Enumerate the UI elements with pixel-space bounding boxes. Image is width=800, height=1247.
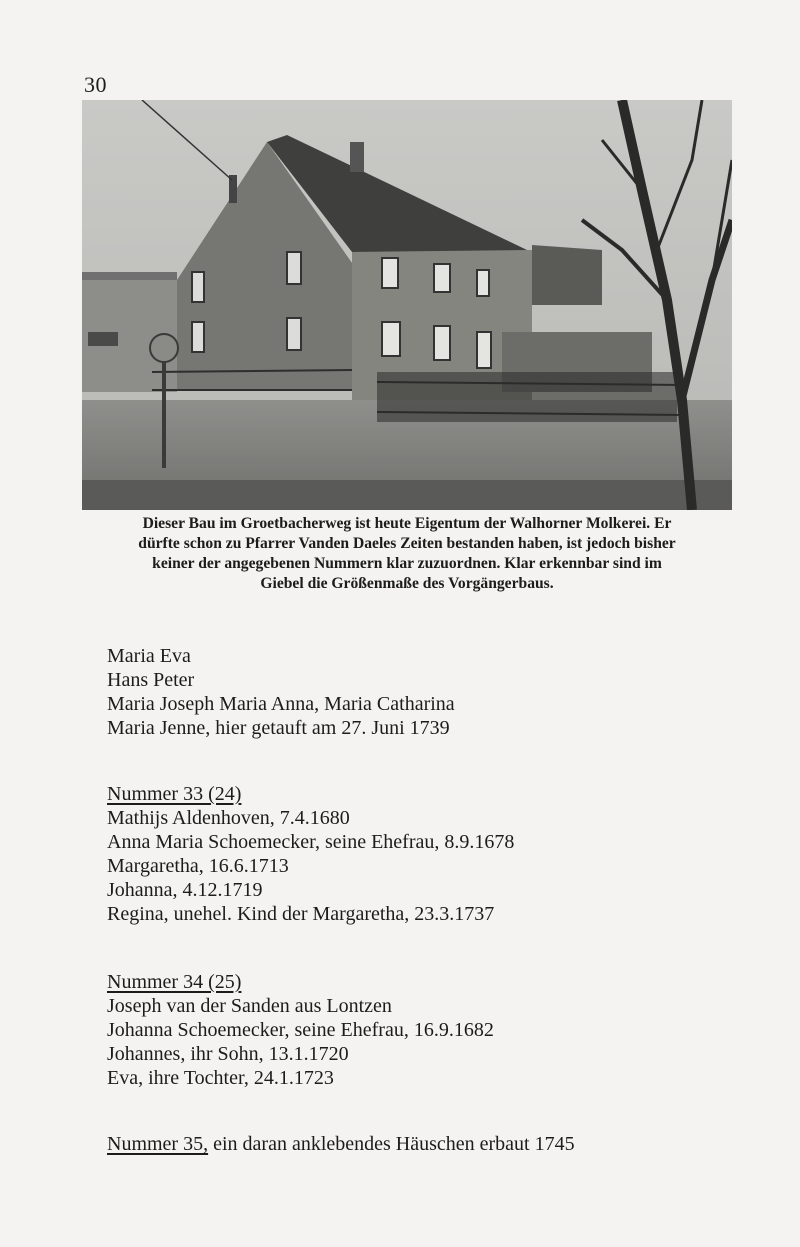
caption-line: dürfte schon zu Pfarrer Vanden Daeles Zeiten bestanden haben, ist jedoch bisher: [138, 535, 676, 552]
entry-block-1: [107, 644, 455, 740]
text-line: Johannes, ihr Sohn, 13.1.1720: [107, 1043, 349, 1065]
section-heading: Nummer 34 (25): [107, 971, 242, 993]
text-line: Johanna Schoemecker, seine Ehefrau, 16.9.1682: [107, 1019, 494, 1041]
photo-caption: [82, 514, 732, 594]
caption-line: Giebel die Größenmaße des Vorgängerbaus.: [260, 575, 554, 592]
text-line: Johanna, 4.12.1719: [107, 879, 263, 901]
house-photo: [82, 100, 732, 510]
caption-line: keiner der angegebenen Nummern klar zuzuordnen. Klar erkennbar sind im: [152, 555, 662, 572]
text-line: Mathijs Aldenhoven, 7.4.1680: [107, 807, 350, 829]
text-line: Regina, unehel. Kind der Margaretha, 23.3.1737: [107, 903, 495, 925]
text-line: Maria Jenne, hier getauft am 27. Juni 1739: [107, 717, 450, 739]
text-line: Joseph van der Sanden aus Lontzen: [107, 995, 392, 1017]
entry-block-2: [107, 782, 514, 926]
text-line: Margaretha, 16.6.1713: [107, 855, 289, 877]
text-line: Eva, ihre Tochter, 24.1.1723: [107, 1067, 334, 1089]
text-line: ein daran anklebendes Häuschen erbaut 1745: [208, 1133, 575, 1155]
section-heading: Nummer 33 (24): [107, 783, 242, 805]
caption-line: Dieser Bau im Groetbacherweg ist heute Eigentum der Walhorner Molkerei. Er: [142, 515, 672, 532]
entry-block-3: [107, 970, 494, 1090]
text-line: Maria Eva: [107, 645, 191, 667]
text-line: Anna Maria Schoemecker, seine Ehefrau, 8.9.1678: [107, 831, 515, 853]
page-number: 30: [84, 72, 107, 97]
text-line: Maria Joseph Maria Anna, Maria Catharina: [107, 693, 455, 715]
entry-block-4: [107, 1132, 575, 1156]
text-line: Hans Peter: [107, 669, 195, 691]
section-heading: Nummer 35,: [107, 1133, 209, 1155]
